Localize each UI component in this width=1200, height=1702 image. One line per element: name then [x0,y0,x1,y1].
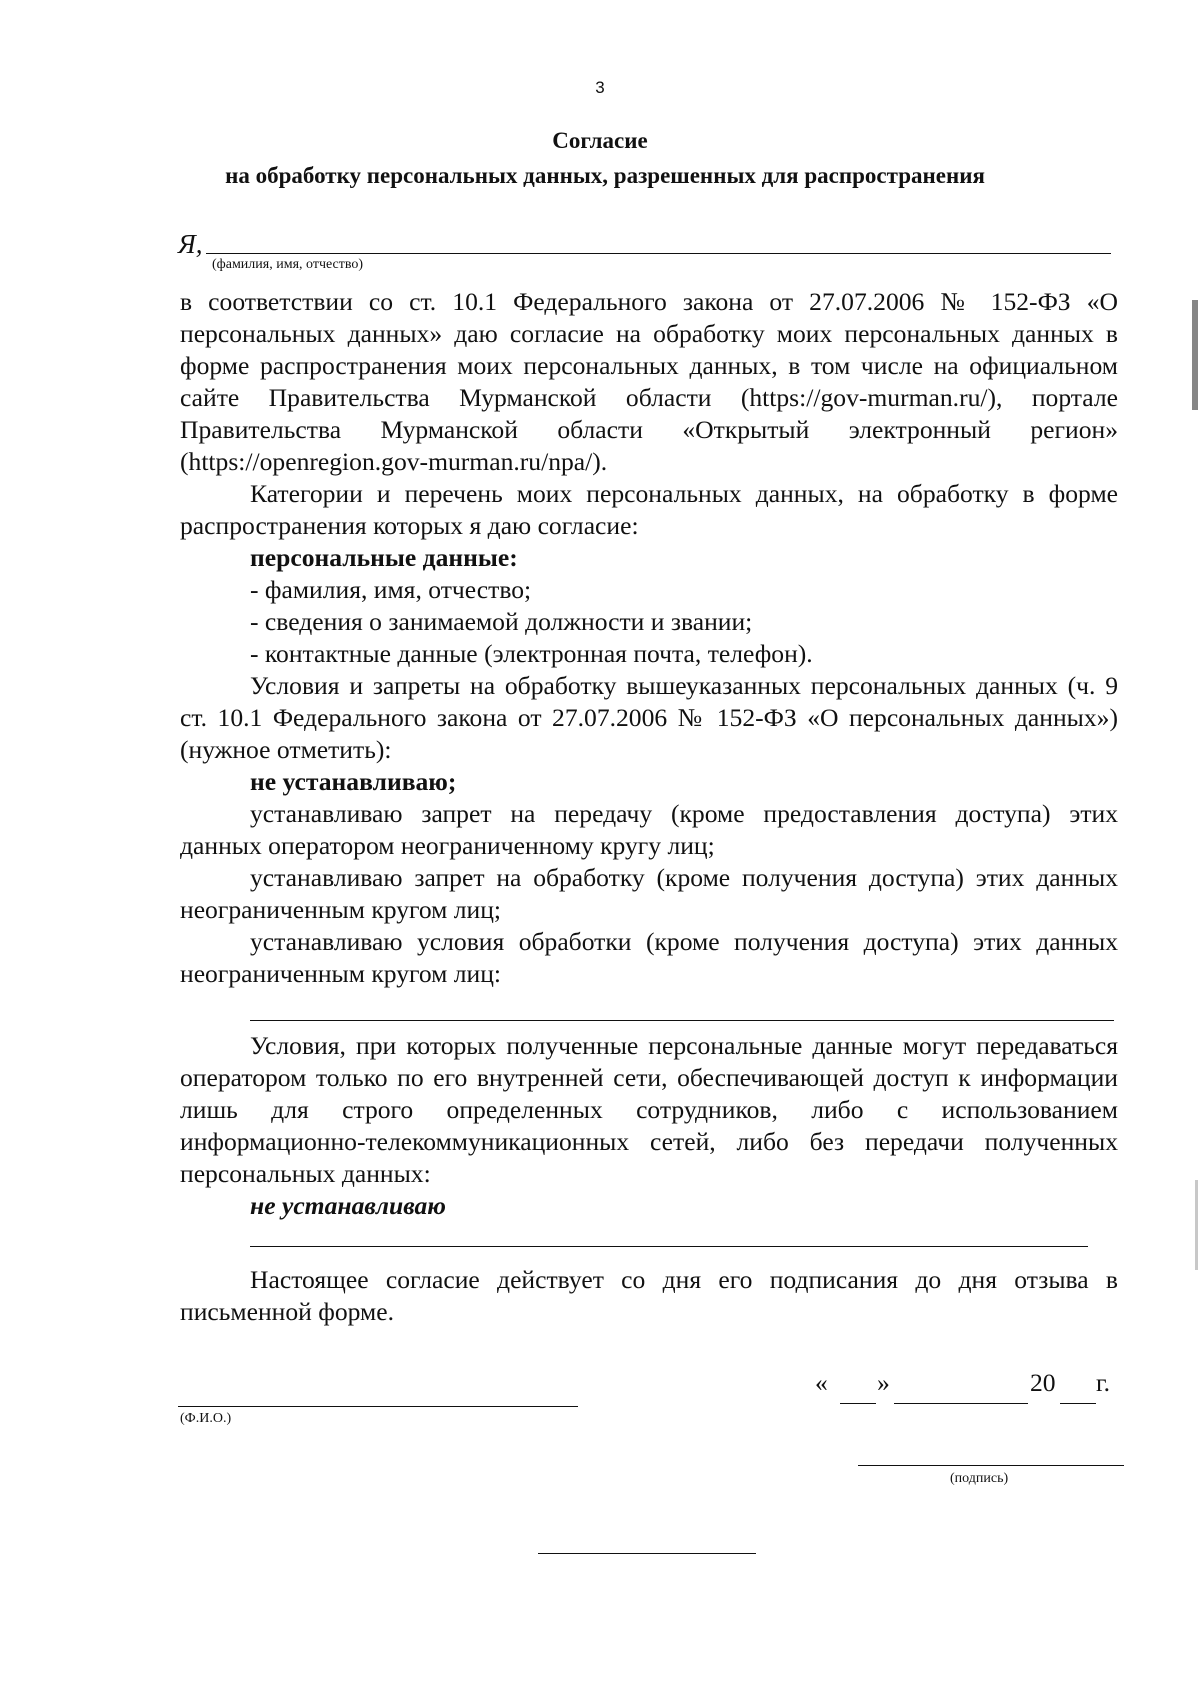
list-item: - сведения о занимаемой должности и звании; [250,607,753,636]
list-item: - фамилия, имя, отчество; [250,575,532,604]
date-day-line[interactable] [840,1403,876,1404]
page-number: 3 [595,78,605,97]
date-open-quote: « [815,1368,828,1397]
date-year-prefix: 20 [1030,1368,1056,1397]
scan-edge-mark [1195,1180,1198,1270]
categories-paragraph: Категории и перечень моих персональных данных, на обработку в форме распространения которых я даю согласие: [180,479,1118,540]
closing-rule [538,1553,756,1554]
validity-paragraph: Настоящее согласие действует со дня его подписания до дня отзыва в письменной форме. [180,1265,1118,1326]
date-year-suffix: г. [1096,1368,1111,1397]
document-subtitle: на обработку персональных данных, разрешенных для распространения [225,163,985,188]
list-item: - контактные данные (электронная почта, телефон). [250,639,813,668]
fio-short-caption: (Ф.И.О.) [180,1411,232,1426]
fio-short-line[interactable] [178,1406,578,1407]
date-close-quote: » [877,1368,890,1397]
personal-data-heading: персональные данные: [250,543,518,572]
scan-edge-mark [1192,300,1198,410]
option-ban-processing[interactable]: устанавливаю запрет на обработку (кроме получения доступа) этих данных неограниченным кругом лиц; [180,863,1118,924]
option-not-establish[interactable]: не устанавливаю; [250,767,457,796]
option-set-conditions[interactable]: устанавливаю условия обработки (кроме получения доступа) этих данных неограниченным кругом лиц: [180,927,1118,988]
intro-paragraph: в соответствии со ст. 10.1 Федерального закона от 27.07.2006 № 152-ФЗ «О персональных данных» даю согласие на обработку моих персональных данных в форме распространения моих персональных данных, в том числе на официальном сайте Правительства Мурманской области (https://gov-murman.ru/), портале Правительства Мурманской области «Открытый электронный регион» (https://openregion.gov-murman.ru/npa/). [180,287,1118,476]
document-body [180,286,1118,1328]
network-conditions-paragraph: Условия, при которых полученные персональные данные могут передаваться оператором только по его внутренней сети, обеспечивающей доступ к информации лишь для строго определенных сотрудников, либо с использованием информационно-телекоммуникационных сетей, либо без передачи полученных персональных данных: [180,1031,1118,1188]
network-blank-row [180,1222,1118,1262]
signature-line[interactable] [858,1465,1124,1466]
ya-label: Я, [178,229,203,259]
conditions-paragraph: Условия и запреты на обработку вышеуказанных персональных данных (ч. 9 ст. 10.1 Федерального закона от 27.07.2006 № 152-ФЗ «О персональных данных»)(нужное отметить): [180,671,1118,764]
document-title: Согласие [552,128,648,153]
fio-caption: (фамилия, имя, отчество) [212,257,364,272]
network-not-establish[interactable]: не устанавливаю [250,1191,446,1220]
date-month-line[interactable] [894,1403,1028,1404]
signature-caption: (подпись) [950,1471,1009,1486]
conditions-input-line[interactable] [250,1020,1114,1021]
network-input-line[interactable] [250,1246,1088,1247]
fio-input-line[interactable] [206,253,1111,254]
conditions-blank-row [180,990,1118,1030]
option-ban-transfer[interactable]: устанавливаю запрет на передачу (кроме предоставления доступа) этих данных оператором неограниченному кругу лиц; [180,799,1118,860]
date-year-line[interactable] [1060,1403,1096,1404]
